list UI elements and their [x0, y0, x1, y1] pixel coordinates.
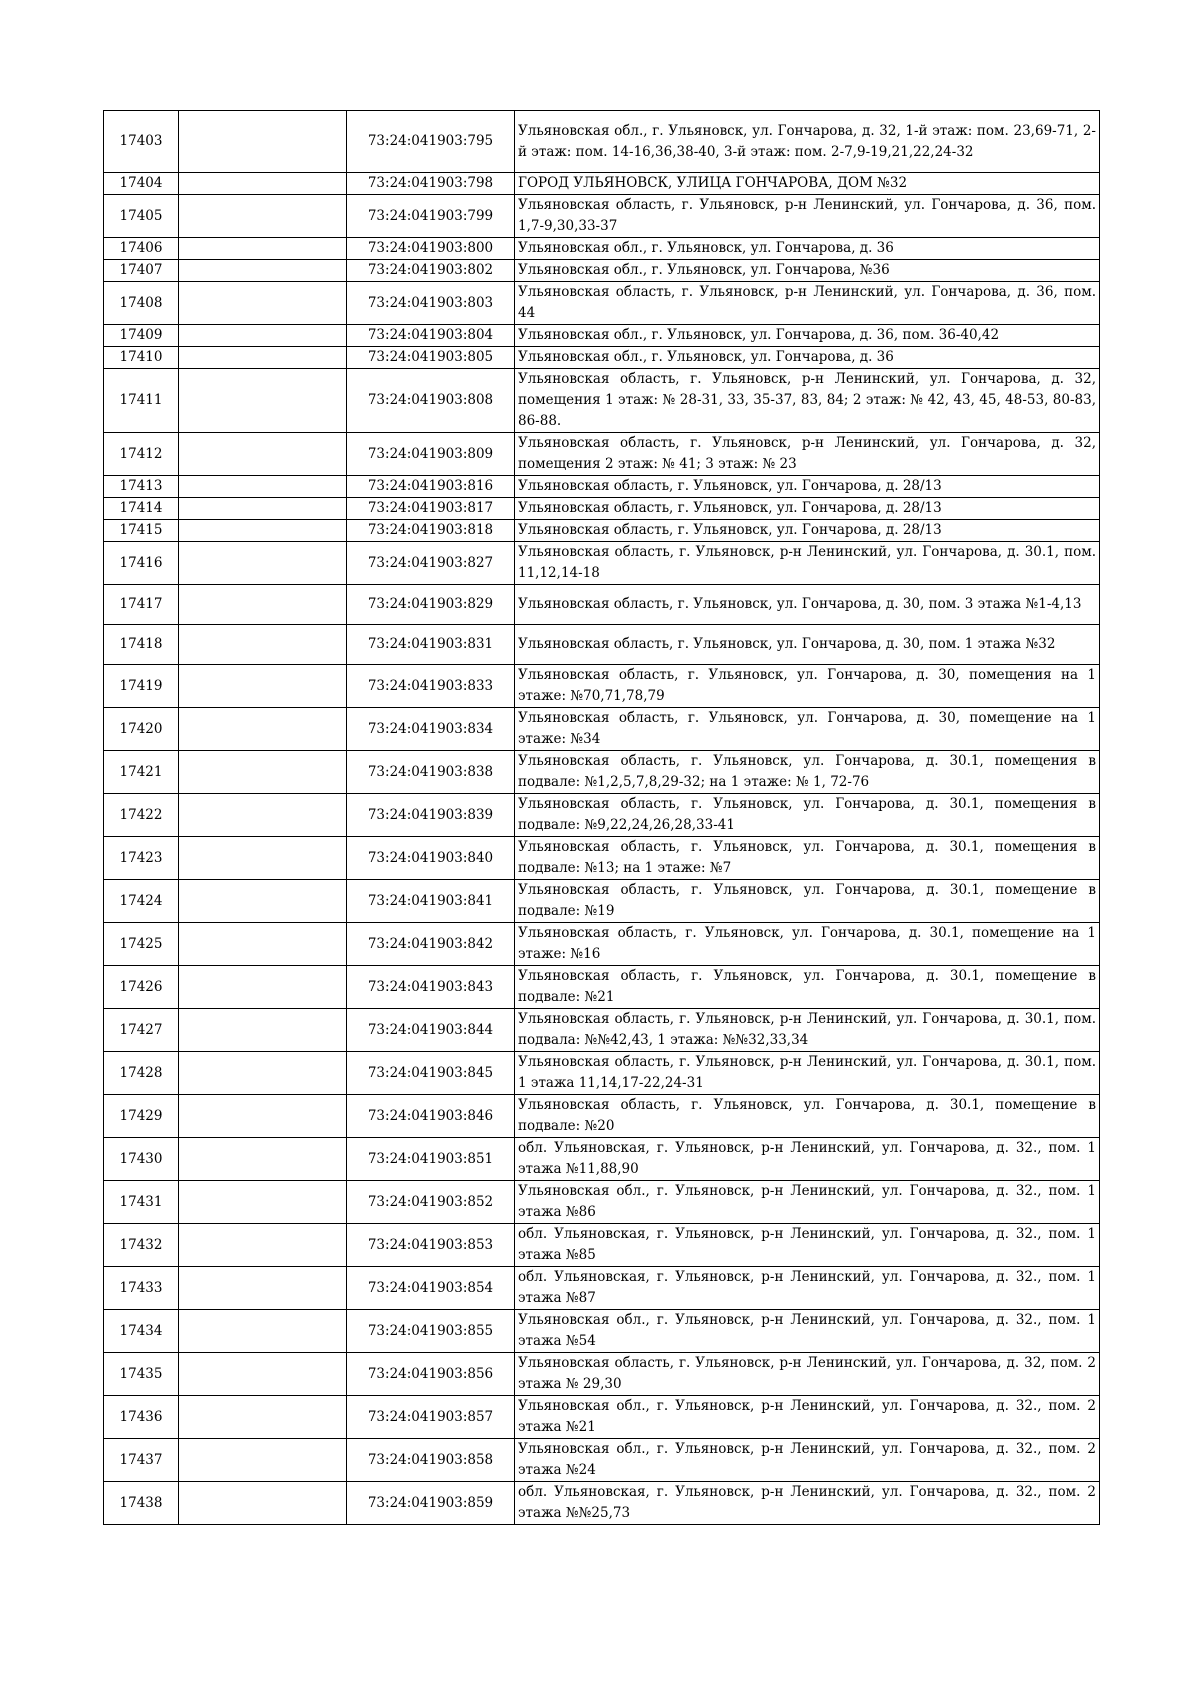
address-cell: Ульяновская область, г. Ульяновск, р-н Ленинский, ул. Гончарова, д. 32, пом. 2 этажа № 29,30 [515, 1353, 1100, 1396]
table-row [104, 173, 1100, 195]
table-row [104, 1009, 1100, 1052]
row-number-cell: 17404 [104, 173, 179, 195]
row-number-cell: 17414 [104, 498, 179, 520]
row-number-cell: 17413 [104, 476, 179, 498]
table-row [104, 1482, 1100, 1525]
table-row [104, 751, 1100, 794]
table-row [104, 665, 1100, 708]
address-cell: Ульяновская обл., г. Ульяновск, р-н Ленинский, ул. Гончарова, д. 32., пом. 1 этажа №54 [515, 1310, 1100, 1353]
table-row [104, 195, 1100, 238]
row-number-cell: 17406 [104, 238, 179, 260]
address-cell: Ульяновская область, г. Ульяновск, р-н Ленинский, ул. Гончарова, д. 30.1, пом. 1 этажа 11,14,17-22,24-31 [515, 1052, 1100, 1095]
cadastral-number-cell: 73:24:041903:844 [347, 1009, 515, 1052]
cadastral-number-cell: 73:24:041903:818 [347, 520, 515, 542]
table-row [104, 1267, 1100, 1310]
row-number-cell: 17409 [104, 325, 179, 347]
empty-cell [179, 751, 347, 794]
empty-cell [179, 1353, 347, 1396]
table-row [104, 238, 1100, 260]
address-cell: Ульяновская область, г. Ульяновск, ул. Гончарова, д. 28/13 [515, 476, 1100, 498]
cadastral-number-cell: 73:24:041903:838 [347, 751, 515, 794]
address-cell: Ульяновская область, г. Ульяновск, р-н Ленинский, ул. Гончарова, д. 36, пом. 44 [515, 282, 1100, 325]
address-cell: обл. Ульяновская, г. Ульяновск, р-н Ленинский, ул. Гончарова, д. 32., пом. 2 этажа №№25,73 [515, 1482, 1100, 1525]
empty-cell [179, 238, 347, 260]
table-row [104, 880, 1100, 923]
table-row [104, 966, 1100, 1009]
empty-cell [179, 1095, 347, 1138]
table-row [104, 433, 1100, 476]
address-cell: Ульяновская обл., г. Ульяновск, ул. Гончарова, д. 36 [515, 238, 1100, 260]
address-cell: Ульяновская обл., г. Ульяновск, ул. Гончарова, д. 36 [515, 347, 1100, 369]
cadastral-number-cell: 73:24:041903:795 [347, 111, 515, 173]
row-number-cell: 17426 [104, 966, 179, 1009]
cadastral-number-cell: 73:24:041903:855 [347, 1310, 515, 1353]
cadastral-number-cell: 73:24:041903:827 [347, 542, 515, 585]
cadastral-number-cell: 73:24:041903:799 [347, 195, 515, 238]
address-cell: Ульяновская обл., г. Ульяновск, ул. Гончарова, №36 [515, 260, 1100, 282]
table-row [104, 585, 1100, 625]
address-cell: Ульяновская обл., г. Ульяновск, р-н Ленинский, ул. Гончарова, д. 32., пом. 1 этажа №86 [515, 1181, 1100, 1224]
row-number-cell: 17408 [104, 282, 179, 325]
address-cell: Ульяновская область, г. Ульяновск, ул. Гончарова, д. 30, пом. 1 этажа №32 [515, 625, 1100, 665]
cadastral-number-cell: 73:24:041903:840 [347, 837, 515, 880]
empty-cell [179, 542, 347, 585]
empty-cell [179, 1052, 347, 1095]
table-row [104, 1138, 1100, 1181]
cadastral-number-cell: 73:24:041903:845 [347, 1052, 515, 1095]
table-row [104, 1095, 1100, 1138]
row-number-cell: 17429 [104, 1095, 179, 1138]
cadastral-number-cell: 73:24:041903:803 [347, 282, 515, 325]
row-number-cell: 17412 [104, 433, 179, 476]
cadastral-number-cell: 73:24:041903:829 [347, 585, 515, 625]
address-cell: Ульяновская область, г. Ульяновск, ул. Гончарова, д. 30.1, помещение в подвале: №21 [515, 966, 1100, 1009]
table-row [104, 837, 1100, 880]
registry-table-body [104, 111, 1100, 1525]
address-cell: Ульяновская обл., г. Ульяновск, р-н Ленинский, ул. Гончарова, д. 32., пом. 2 этажа №24 [515, 1439, 1100, 1482]
row-number-cell: 17434 [104, 1310, 179, 1353]
cadastral-number-cell: 73:24:041903:857 [347, 1396, 515, 1439]
empty-cell [179, 794, 347, 837]
empty-cell [179, 195, 347, 238]
cadastral-number-cell: 73:24:041903:858 [347, 1439, 515, 1482]
row-number-cell: 17403 [104, 111, 179, 173]
row-number-cell: 17421 [104, 751, 179, 794]
table-row [104, 369, 1100, 433]
table-row [104, 520, 1100, 542]
table-row [104, 794, 1100, 837]
address-cell: Ульяновская область, г. Ульяновск, ул. Гончарова, д. 30.1, помещение в подвале: №19 [515, 880, 1100, 923]
address-cell: Ульяновская область, г. Ульяновск, ул. Гончарова, д. 30.1, помещение в подвале: №20 [515, 1095, 1100, 1138]
address-cell: Ульяновская область, г. Ульяновск, ул. Гончарова, д. 30.1, помещения в подвале: №9,22,24,26,28,33-41 [515, 794, 1100, 837]
cadastral-number-cell: 73:24:041903:802 [347, 260, 515, 282]
empty-cell [179, 260, 347, 282]
table-row [104, 1181, 1100, 1224]
empty-cell [179, 837, 347, 880]
address-cell: Ульяновская область, г. Ульяновск, ул. Гончарова, д. 28/13 [515, 520, 1100, 542]
table-row [104, 542, 1100, 585]
address-cell: ГОРОД УЛЬЯНОВСК, УЛИЦА ГОНЧАРОВА, ДОМ №32 [515, 173, 1100, 195]
row-number-cell: 17427 [104, 1009, 179, 1052]
cadastral-number-cell: 73:24:041903:839 [347, 794, 515, 837]
row-number-cell: 17438 [104, 1482, 179, 1525]
empty-cell [179, 520, 347, 542]
row-number-cell: 17415 [104, 520, 179, 542]
address-cell: Ульяновская область, г. Ульяновск, р-н Ленинский, ул. Гончарова, д. 30.1, пом. подвала: №№42,43, 1 этажа: №№32,33,34 [515, 1009, 1100, 1052]
address-cell: Ульяновская область, г. Ульяновск, р-н Ленинский, ул. Гончарова, д. 30.1, пом. 11,12,14-18 [515, 542, 1100, 585]
registry-table [103, 110, 1100, 1525]
row-number-cell: 17416 [104, 542, 179, 585]
address-cell: Ульяновская область, г. Ульяновск, ул. Гончарова, д. 30.1, помещение на 1 этаже: №16 [515, 923, 1100, 966]
cadastral-number-cell: 73:24:041903:843 [347, 966, 515, 1009]
cadastral-number-cell: 73:24:041903:798 [347, 173, 515, 195]
cadastral-number-cell: 73:24:041903:816 [347, 476, 515, 498]
table-row [104, 498, 1100, 520]
cadastral-number-cell: 73:24:041903:856 [347, 1353, 515, 1396]
address-cell: Ульяновская область, г. Ульяновск, ул. Гончарова, д. 30, помещение на 1 этаже: №34 [515, 708, 1100, 751]
table-row [104, 1439, 1100, 1482]
cadastral-number-cell: 73:24:041903:805 [347, 347, 515, 369]
address-cell: Ульяновская обл., г. Ульяновск, р-н Ленинский, ул. Гончарова, д. 32., пом. 2 этажа №21 [515, 1396, 1100, 1439]
cadastral-number-cell: 73:24:041903:833 [347, 665, 515, 708]
empty-cell [179, 625, 347, 665]
row-number-cell: 17423 [104, 837, 179, 880]
address-cell: Ульяновская область, г. Ульяновск, р-н Ленинский, ул. Гончарова, д. 32, помещения 1 этаж: № 28-31, 33, 35-37, 83, 84; 2 этаж: № 42, 43, 45, 48-53, 80-83, 86-88. [515, 369, 1100, 433]
row-number-cell: 17425 [104, 923, 179, 966]
address-cell: Ульяновская обл., г. Ульяновск, ул. Гончарова, д. 32, 1-й этаж: пом. 23,69-71, 2-й этаж: пом. 14-16,36,38-40, 3-й этаж: пом. 2-7,9-19,21,22,24-32 [515, 111, 1100, 173]
table-row [104, 111, 1100, 173]
empty-cell [179, 585, 347, 625]
row-number-cell: 17437 [104, 1439, 179, 1482]
empty-cell [179, 1439, 347, 1482]
table-row [104, 282, 1100, 325]
row-number-cell: 17422 [104, 794, 179, 837]
empty-cell [179, 282, 347, 325]
cadastral-number-cell: 73:24:041903:852 [347, 1181, 515, 1224]
address-cell: Ульяновская область, г. Ульяновск, ул. Гончарова, д. 30, помещения на 1 этаже: №70,71,78,79 [515, 665, 1100, 708]
row-number-cell: 17417 [104, 585, 179, 625]
table-row [104, 1353, 1100, 1396]
cadastral-number-cell: 73:24:041903:842 [347, 923, 515, 966]
empty-cell [179, 1009, 347, 1052]
table-row [104, 325, 1100, 347]
address-cell: Ульяновская область, г. Ульяновск, р-н Ленинский, ул. Гончарова, д. 36, пом. 1,7-9,30,33-37 [515, 195, 1100, 238]
cadastral-number-cell: 73:24:041903:808 [347, 369, 515, 433]
cadastral-number-cell: 73:24:041903:834 [347, 708, 515, 751]
row-number-cell: 17418 [104, 625, 179, 665]
empty-cell [179, 111, 347, 173]
table-row [104, 347, 1100, 369]
table-row [104, 1310, 1100, 1353]
row-number-cell: 17431 [104, 1181, 179, 1224]
cadastral-number-cell: 73:24:041903:859 [347, 1482, 515, 1525]
empty-cell [179, 1310, 347, 1353]
row-number-cell: 17420 [104, 708, 179, 751]
empty-cell [179, 1396, 347, 1439]
table-row [104, 1052, 1100, 1095]
empty-cell [179, 1267, 347, 1310]
empty-cell [179, 665, 347, 708]
address-cell: обл. Ульяновская, г. Ульяновск, р-н Ленинский, ул. Гончарова, д. 32., пом. 1 этажа №85 [515, 1224, 1100, 1267]
address-cell: Ульяновская область, г. Ульяновск, ул. Гончарова, д. 30.1, помещения в подвале: №1,2,5,7,8,29-32; на 1 этаже: № 1, 72-76 [515, 751, 1100, 794]
row-number-cell: 17407 [104, 260, 179, 282]
table-row [104, 260, 1100, 282]
cadastral-number-cell: 73:24:041903:846 [347, 1095, 515, 1138]
table-row [104, 625, 1100, 665]
row-number-cell: 17430 [104, 1138, 179, 1181]
address-cell: Ульяновская обл., г. Ульяновск, ул. Гончарова, д. 36, пом. 36-40,42 [515, 325, 1100, 347]
empty-cell [179, 923, 347, 966]
cadastral-number-cell: 73:24:041903:854 [347, 1267, 515, 1310]
table-row [104, 923, 1100, 966]
row-number-cell: 17424 [104, 880, 179, 923]
row-number-cell: 17419 [104, 665, 179, 708]
cadastral-number-cell: 73:24:041903:831 [347, 625, 515, 665]
table-row [104, 1224, 1100, 1267]
empty-cell [179, 966, 347, 1009]
empty-cell [179, 1138, 347, 1181]
empty-cell [179, 1482, 347, 1525]
empty-cell [179, 325, 347, 347]
row-number-cell: 17410 [104, 347, 179, 369]
row-number-cell: 17432 [104, 1224, 179, 1267]
empty-cell [179, 880, 347, 923]
empty-cell [179, 708, 347, 751]
address-cell: Ульяновская область, г. Ульяновск, ул. Гончарова, д. 30.1, помещения в подвале: №13; на 1 этаже: №7 [515, 837, 1100, 880]
cadastral-number-cell: 73:24:041903:853 [347, 1224, 515, 1267]
table-row [104, 476, 1100, 498]
table-row [104, 708, 1100, 751]
row-number-cell: 17435 [104, 1353, 179, 1396]
row-number-cell: 17411 [104, 369, 179, 433]
empty-cell [179, 433, 347, 476]
empty-cell [179, 347, 347, 369]
cadastral-number-cell: 73:24:041903:800 [347, 238, 515, 260]
row-number-cell: 17428 [104, 1052, 179, 1095]
empty-cell [179, 476, 347, 498]
empty-cell [179, 1181, 347, 1224]
address-cell: обл. Ульяновская, г. Ульяновск, р-н Ленинский, ул. Гончарова, д. 32., пом. 1 этажа №87 [515, 1267, 1100, 1310]
address-cell: Ульяновская область, г. Ульяновск, ул. Гончарова, д. 30, пом. 3 этажа №1-4,13 [515, 585, 1100, 625]
cadastral-number-cell: 73:24:041903:804 [347, 325, 515, 347]
row-number-cell: 17405 [104, 195, 179, 238]
empty-cell [179, 1224, 347, 1267]
row-number-cell: 17433 [104, 1267, 179, 1310]
cadastral-number-cell: 73:24:041903:851 [347, 1138, 515, 1181]
address-cell: Ульяновская область, г. Ульяновск, р-н Ленинский, ул. Гончарова, д. 32, помещения 2 этаж: № 41; 3 этаж: № 23 [515, 433, 1100, 476]
row-number-cell: 17436 [104, 1396, 179, 1439]
table-row [104, 1396, 1100, 1439]
cadastral-number-cell: 73:24:041903:809 [347, 433, 515, 476]
address-cell: Ульяновская область, г. Ульяновск, ул. Гончарова, д. 28/13 [515, 498, 1100, 520]
empty-cell [179, 369, 347, 433]
empty-cell [179, 173, 347, 195]
empty-cell [179, 498, 347, 520]
address-cell: обл. Ульяновская, г. Ульяновск, р-н Ленинский, ул. Гончарова, д. 32., пом. 1 этажа №11,88,90 [515, 1138, 1100, 1181]
cadastral-number-cell: 73:24:041903:817 [347, 498, 515, 520]
cadastral-number-cell: 73:24:041903:841 [347, 880, 515, 923]
